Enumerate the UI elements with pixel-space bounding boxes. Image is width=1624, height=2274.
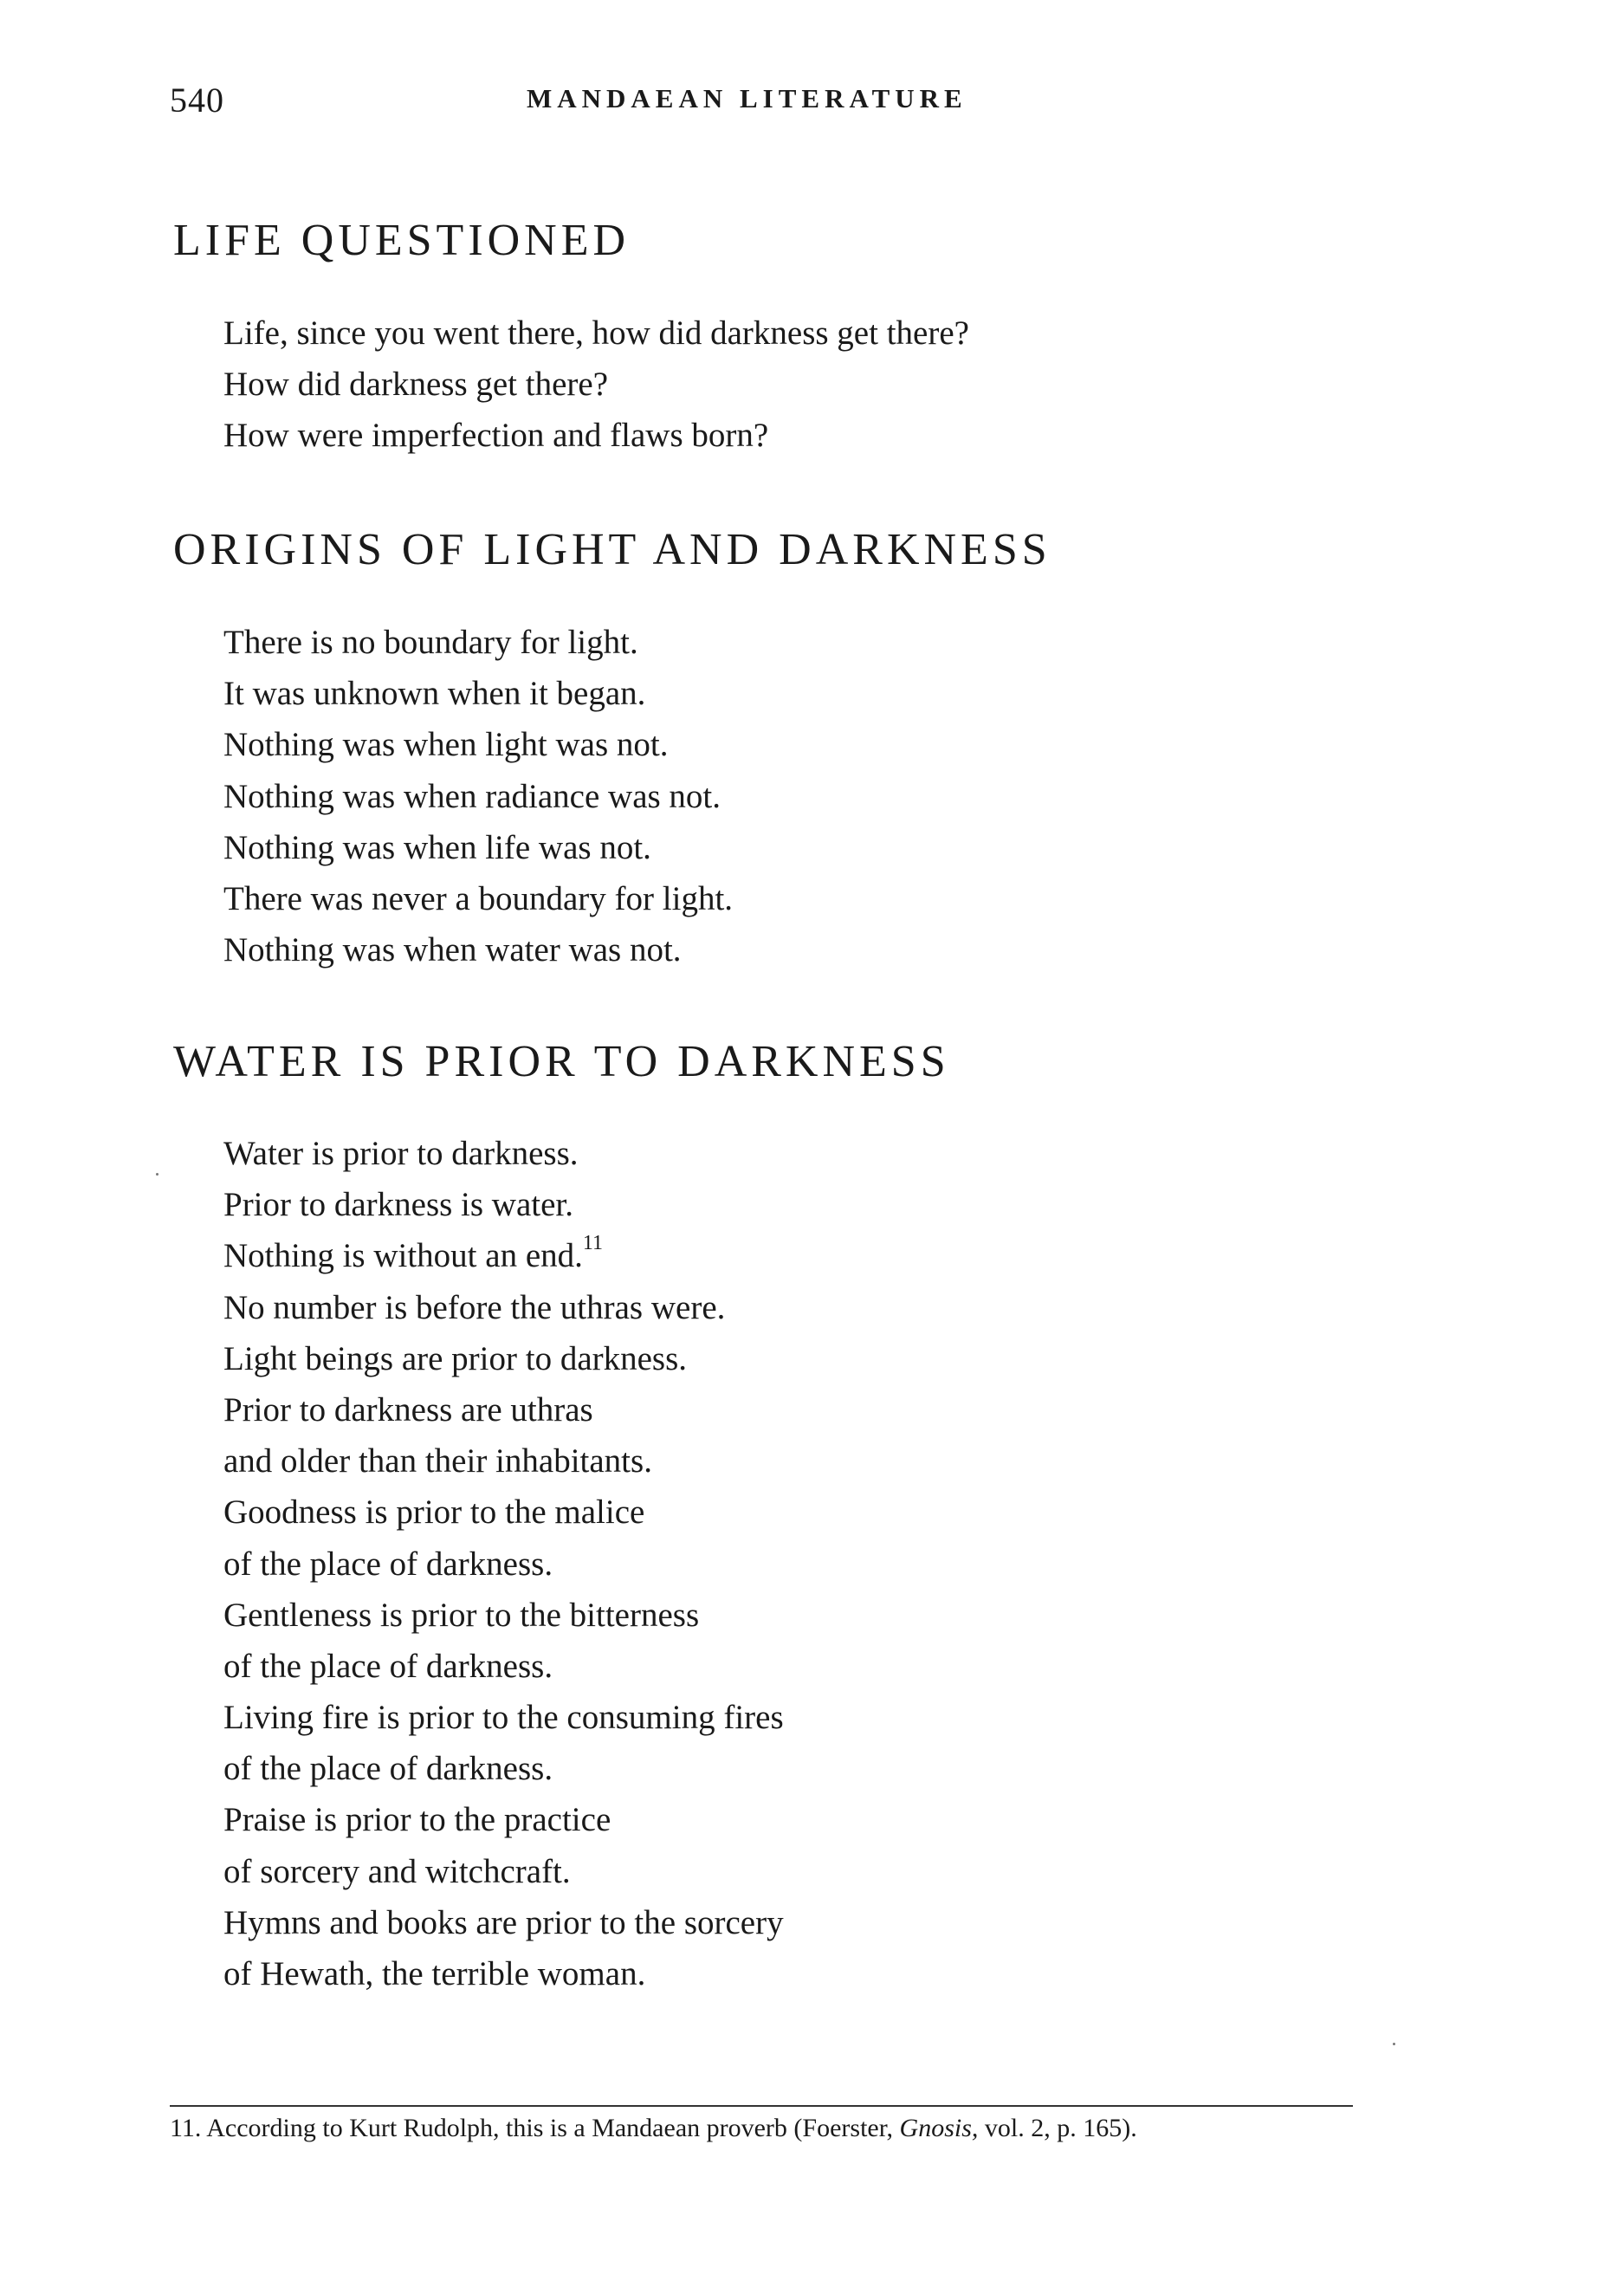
poem-line: Water is prior to darkness.: [223, 1135, 579, 1172]
poem-line: There was never a boundary for light.: [223, 879, 734, 917]
poem-line: Gentleness is prior to the bitterness: [223, 1596, 700, 1634]
poem-line: of the place of darkness.: [223, 1647, 553, 1685]
section-heading-life-questioned: LIFE QUESTIONED: [173, 216, 631, 265]
poem-line: Light beings are prior to darkness.: [223, 1339, 688, 1377]
footnote-text-end: vol. 2, p. 165).: [978, 2114, 1137, 2142]
poem-line: How did darkness get there?: [223, 366, 609, 404]
scan-speck: [156, 1173, 159, 1176]
poem-water-is-prior-to-darkness: [223, 1128, 784, 1999]
poem-line: Prior to darkness are uthras: [223, 1390, 593, 1429]
poem-line: Praise is prior to the practice: [223, 1801, 611, 1839]
poem-line: No number is before the uthras were.: [223, 1288, 726, 1326]
poem-line: of the place of darkness.: [223, 1545, 553, 1583]
scan-speck: [1393, 2043, 1395, 2045]
poem-origins-of-light-and-darkness: [223, 617, 733, 975]
poem-line: It was unknown when it began.: [223, 675, 646, 713]
poem-line: and older than their inhabitants.: [223, 1442, 652, 1480]
section-heading-water-is-prior-to-darkness: WATER IS PRIOR TO DARKNESS: [173, 1037, 950, 1086]
poem-line: How were imperfection and flaws born?: [223, 417, 769, 455]
poem-line: Nothing was when water was not.: [223, 931, 682, 969]
poem-line: There is no boundary for light.: [223, 624, 638, 661]
footnote-italic-title: Gnosis,: [899, 2114, 979, 2142]
footnote-reference[interactable]: 11: [582, 1232, 603, 1255]
poem-line: Nothing was when radiance was not.: [223, 777, 721, 815]
footnote-rule: [170, 2105, 1353, 2107]
poem-line: Living fire is prior to the consuming fires: [223, 1699, 784, 1737]
poem-life-questioned: [223, 308, 969, 462]
poem-line: Nothing was when light was not.: [223, 726, 669, 764]
poem-line: of sorcery and witchcraft.: [223, 1852, 571, 1890]
poem-line: Life, since you went there, how did darkness get there?: [223, 314, 969, 352]
running-head: [170, 80, 1036, 123]
section-heading-origins-of-light-and-darkness: ORIGINS OF LIGHT AND DARKNESS: [173, 525, 1051, 574]
poem-line: Goodness is prior to the malice: [223, 1493, 645, 1532]
footnote: [170, 2114, 1137, 2143]
poem-line-text: Nothing is without an end.: [223, 1237, 583, 1275]
poem-line: Prior to darkness is water.: [223, 1186, 574, 1224]
poem-line: [223, 1230, 784, 1281]
poem-line: Hymns and books are prior to the sorcery: [223, 1903, 784, 1941]
page-number: 540: [170, 81, 224, 120]
poem-line: Nothing was when life was not.: [223, 828, 651, 866]
running-title: MANDAEAN LITERATURE: [527, 83, 967, 113]
poem-line: of Hewath, the terrible woman.: [223, 1955, 646, 1992]
poem-line: of the place of darkness.: [223, 1750, 553, 1788]
footnote-text: 11. According to Kurt Rudolph, this is a Mandaean proverb (Foerster,: [170, 2114, 900, 2142]
